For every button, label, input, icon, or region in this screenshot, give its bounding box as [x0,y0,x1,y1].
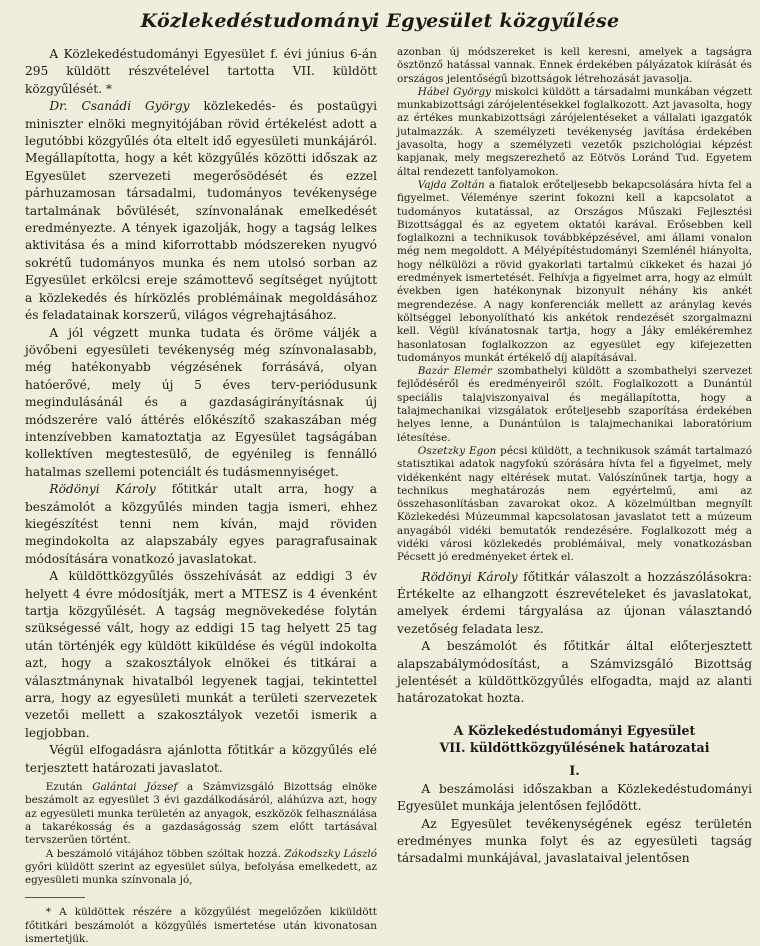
paragraph-galantai [25,781,377,847]
paragraph-resolution-1: A beszámolási időszakban a Közlekedéstudományi Egyesület munkája jelentősen fejlődött. [397,781,752,814]
paragraph-text: A beszámoló vitájához többen szóltak hozzá. [45,847,285,860]
right-column [397,46,752,868]
article-title: Közlekedéstudományi Egyesület közgyűlése [140,10,620,32]
paragraph-text: a Számvizsgáló Bizottság elnöke beszámolt az egyesület 3 évi gazdálkodásáról, aláhúzva azt, hogy az egyesületi munka területén az anyagok, eszközök felhasználása a takarékosság és a gazdaságosság szem előtt tartásával tervszerűen történt. [25,781,377,847]
person-name: Zákodszky László [284,847,378,860]
paragraph-continued: azonban új módszereket is kell keresni, amelyek a tagságra ösztönző hatással vannak. Ennek érdekében pályázatok kiírását és országos jelentőségű bizottságok létrehozását javasolja. [397,46,752,85]
paragraph-acceptance: A beszámolót és főtitkár által előterjesztett alapszabálymódosítást, a Számvizsgáló Bizottság jelentését a küldöttközgyűlés elfogadta, majd az alanti határozatokat hozta. [397,639,752,706]
paragraph-vajda [397,179,752,365]
paragraph-text: miskolci küldött a társadalmi munkában végzett munkabizottsági zárójelentésekkel foglalkozott. Azt javasolta, hogy az értékes munkabizottsági zárójelentéseket a vállalati igazgatók jutalmazzák. A személyzeti tevékenység javítása érdekében javasolta, hogy a személyzeti vezetők pszichológiai képzést kapjanak, mely megszerezhető az Eötvös Loránd Tud. Egyetem által rendezett tanfolyamokon. [397,85,752,178]
paragraph-resolution-2: Az Egyesület tevékenységének egész területén eredményes munka folyt és az egyesületi tagság társadalmi munkájával, javaslataival jelentősen [397,816,752,866]
person-name: Vajda Zoltán [417,178,485,191]
paragraph-text: közlekedés- és postaügyi miniszter elnöki megnyitójában rövid értékelést adott a legutóbbi közgyűlés óta eltelt idő egyesületi munkájáról. Megállapította, hogy a két közgyűlés közötti időszak az Egyesület szervezeti megerősödését és ezzel párhuzamosan társadalmi, tudományos tevékenysége tartalmának bővülését, színvonalának emelkedését eredményezte. A tények igazolják, hogy a tagság lelkes aktivitása és a mind kiforrottabb módszereken nyugvó sokrétű tudományos munka és nem utolsó sorban az Egyesület erkölcsi ereje számottevő segítséget nyújtott a közlekedés és hírközlés problémáinak megoldásához és feladatainak korszerű, világos végrehajtásához. [25,99,377,323]
paragraph-text: szombathelyi küldött a szombathelyi szervezet fejlődéséről és eredményeiről szólt. Foglalkozott a Dunántúl speciális talajviszonyaival és megállapította, hogy a talajmechanikai vizsgálatok erőteljesebb szaporítása érdekében helyes lenne, a Dunántúlon is talajmechanikai laboratórium létesítése. [397,365,753,444]
paragraph-oszetzky [397,445,752,565]
section-number: I. [569,763,580,779]
person-name: Oszetzky Egon [417,444,497,457]
paragraph-text: Ezután [45,781,93,794]
paragraph-habel [397,86,752,179]
paragraph-csanadi [25,98,377,324]
paragraph-text: pécsi küldött, a technikusok számát tartalmazó statisztikai adatok nagyfokú szórására hívta fel a figyelmet, mely vidékenként nagy eltérések mutat. Valószínűnek tartja, hogy a technikus meghatározás nem egyértelmű, ami az összehasonlításban zavarokat okoz. A közelmúltban megnyílt Közlekedési Múzeummal kapcsolatosan javaslatot tett a múzeum anyagából vidéki bemutatók rendezésére. Foglalkozott még a vidéki városi közlekedés problémáival, mely vonatkozásban Pécsett jó eredményeket értek el. [397,444,752,564]
paragraph-reply [397,569,752,639]
paragraph-zakodszky [25,848,377,888]
person-name: Rödönyi Károly [421,569,518,584]
paragraph-text: győri küldött szerint az egyesület súlya, befolyása emelkedett, az egyesületi munka színvonala jó, [25,860,377,887]
paragraph-text: főtitkár utalt arra, hogy a beszámolót a közgyűlés minden tagja ismeri, ehhez kiegészítést tenni nem kíván, majd röviden megindokolta az alapszabály egyes paragrafusainak módosítására vonatkozó javaslatokat. [25,482,377,566]
person-name: Galántai József [92,781,178,794]
person-name: Bazár Elemér [417,365,492,378]
heading-line: A Közlekedéstudományi Egyesület [453,722,696,738]
paragraph-intro: A Közlekedéstudományi Egyesület f. évi június 6-án 295 küldött részvételével tartotta VII. küldött közgyűlését. * [25,47,377,96]
paragraph-bazar [397,365,752,445]
heading-line: VII. küldöttközgyűlésének határozatai [439,739,710,755]
person-name: Rödönyi Károly [49,482,156,497]
left-column [25,46,377,946]
paragraph-rodonyi [25,481,377,568]
resolutions-heading [397,722,752,756]
paragraph-proposal: Végül elfogadásra ajánlotta főtitkár a közgyűlés elé terjesztett határozati javaslatot. [25,743,377,775]
paragraph-text: főtitkár válaszolt a hozzászólásokra: Értékelte az elhangzott észrevételeket és javaslatokat, amelyek érdemi tárgyalása az újonan választandó vezetőség feladata lesz. [397,569,752,636]
footnote: * A küldöttek részére a közgyűlést megelőzően kiküldött főtitkári beszámolót a közgyűlés ismertetése után kivonatosan ismertetjük. [25,906,377,946]
person-name: Dr. Csanádi György [49,99,190,114]
footnote-separator [25,897,85,898]
paragraph-statute: A küldöttközgyűlés összehívását az eddigi 3 év helyett 4 évre módosítják, mert a MTESZ is 4 évenként tartja közgyűlését. A tagság megnövekedése folytán szükségessé vált, hogy az eddigi 15 tag helyett 25 tag után történjék egy küldött kiküldése és végül indokolta azt, hogy a szakosztályok elnökei és titkárai a választmánynak hivatalból legyenek tagjai, tekintettel arra, hogy az egyesületi munkát a területi szervezetek vezetői mellett a szakosztályok vezetői ismerik a legjobban. [25,569,377,740]
paragraph-text: a fiatalok erőteljesebb bekapcsolására hívta fel a figyelmet. Véleménye szerint fokozni kell a kapcsolatot a tudományos kutatással, az Országos Műszaki Fejlesztési Bizottsággal és az egyetem oktatói karával. Erősebben kell foglalkozni a technikusok továbbképzésével, ami állami vonalon még nem megoldott. A Mélyépítéstudományi Szemlénél hiányolta, hogy nélkülözi a rövid gyakorlati tartalmú cikkeket és hazai jó eredmények ismertetését. Felhívja a figyelmet arra, hogy az elmúlt években igen hatékonynak bizonyult néhány kis ankét megrendezése. A nagy konferenciák mellett az aránylag kevés költséggel lebonyolítható kis ankétok rendezését szorgalmazni kell. Végül kívánatosnak tartja, hogy a Jáky emlékéremhez hasonlatosan foglalkozzon az egyesület egy kifejezetten tudományos munkát értékelő díj alapításával. [397,178,752,364]
person-name: Hábel György [417,85,492,98]
paragraph-outlook: A jól végzett munka tudata és öröme váljék a jövőbeni egyesületi tevékenység még színvonalasabb, még hatékonyabb végzésének forrásává, olyan hatóerővé, mely új 5 éves terv-periódusunk megindulásánál és a gazdaságirányításnak új módszerére való áttérés előkészítő szakaszában még intenzívebben kamatoztatja az Egyesület tagságában kollektíven megtestesülő, de egyénileg is fennálló hatalmas szellemi potenciált és tudásmennyiséget. [25,325,377,479]
